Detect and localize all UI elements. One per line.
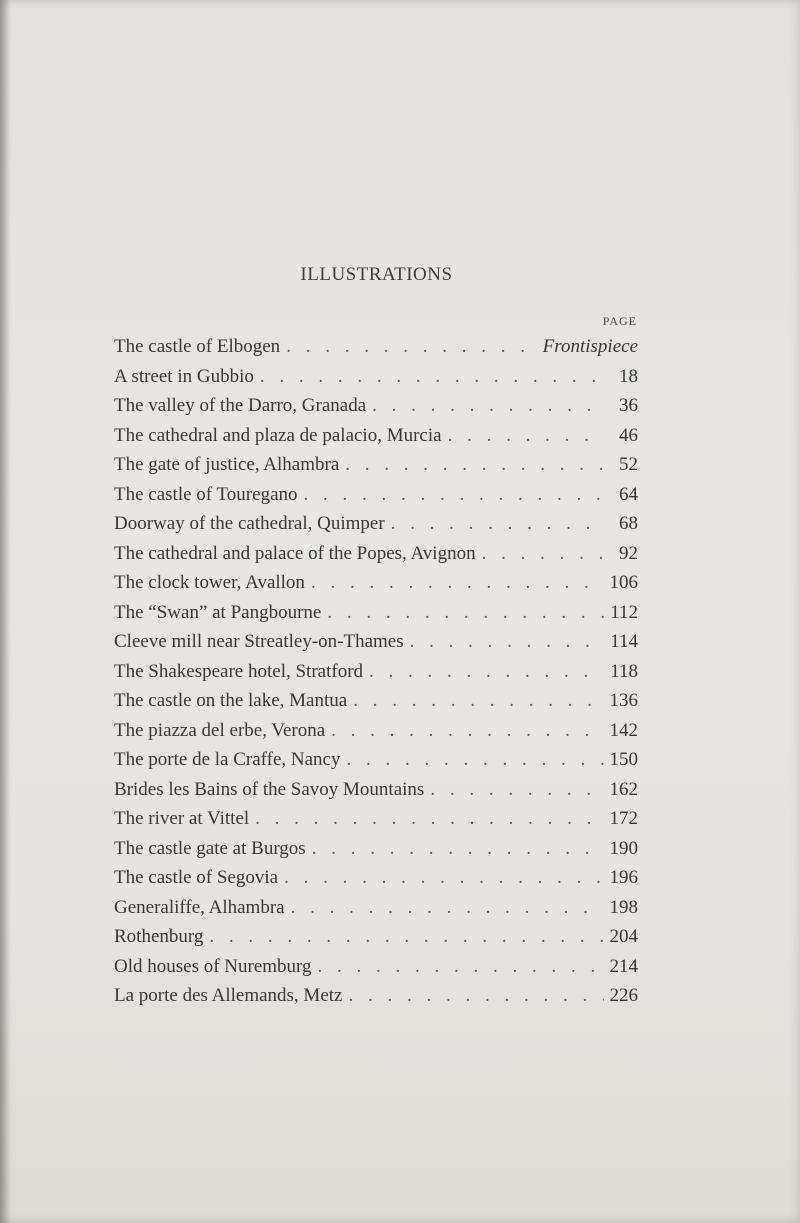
list-item bbox=[114, 897, 638, 927]
entry-page: 36 bbox=[619, 395, 638, 416]
dot-leader bbox=[482, 543, 604, 565]
list-item bbox=[114, 484, 638, 514]
dot-leader bbox=[410, 631, 604, 653]
entry-title: The porte de la Craffe, Nancy bbox=[114, 749, 341, 770]
entry-page: 142 bbox=[609, 719, 638, 741]
dot-leader bbox=[311, 572, 604, 594]
list-item bbox=[114, 425, 638, 455]
list-item bbox=[114, 631, 638, 661]
entry-title: The castle of Touregano bbox=[114, 483, 298, 505]
dot-leader bbox=[286, 336, 536, 358]
list-item bbox=[114, 543, 638, 573]
entry-page: 226 bbox=[609, 985, 638, 1006]
entry-title: The valley of the Darro, Granada bbox=[114, 395, 367, 416]
list-item bbox=[114, 838, 638, 868]
list-item bbox=[114, 454, 638, 484]
dot-leader bbox=[353, 690, 603, 712]
entry-page: 118 bbox=[610, 660, 638, 682]
entry-title: Cleeve mill near Streatley-on-Thames bbox=[114, 631, 404, 652]
dot-leader bbox=[255, 808, 603, 830]
entry-page: 18 bbox=[619, 365, 638, 387]
entry-title: Old houses of Nuremburg bbox=[114, 955, 312, 977]
entry-page: 150 bbox=[609, 749, 638, 770]
dot-leader bbox=[372, 395, 604, 417]
entry-title: The castle of Segovia bbox=[114, 867, 279, 888]
entry-title: The castle of Elbogen bbox=[114, 336, 281, 357]
page-column-label: PAGE bbox=[602, 314, 637, 328]
entry-title: The cathedral and plaza de palacio, Murcia bbox=[114, 424, 442, 446]
list-item bbox=[114, 572, 638, 602]
entry-page: 204 bbox=[609, 926, 638, 947]
dot-leader bbox=[348, 985, 603, 1007]
entry-page: 196 bbox=[609, 867, 638, 888]
list-item bbox=[114, 956, 638, 986]
entry-title: The piazza del erbe, Verona bbox=[114, 719, 326, 741]
entry-title: Rothenburg bbox=[114, 926, 204, 947]
entry-title: A street in Gubbio bbox=[114, 365, 254, 387]
list-item bbox=[114, 690, 638, 720]
entry-page: 112 bbox=[610, 601, 638, 623]
entry-page: 52 bbox=[619, 454, 638, 475]
entry-page: 190 bbox=[609, 837, 638, 859]
dot-leader bbox=[312, 838, 604, 860]
list-item bbox=[114, 867, 638, 897]
entry-title: Generaliffe, Alhambra bbox=[114, 896, 285, 918]
entry-page: 136 bbox=[609, 690, 638, 711]
list-item bbox=[114, 513, 638, 543]
entry-page: 172 bbox=[609, 808, 638, 829]
entry-page: 64 bbox=[619, 483, 638, 505]
entry-title: The gate of justice, Alhambra bbox=[114, 454, 340, 475]
entry-page: 68 bbox=[619, 513, 638, 534]
entry-title: La porte des Allemands, Metz bbox=[114, 985, 343, 1006]
entry-page: 114 bbox=[610, 631, 638, 652]
entry-page: 198 bbox=[609, 896, 638, 918]
entry-page: 92 bbox=[619, 542, 638, 564]
entry-title: The river at Vittel bbox=[114, 808, 250, 829]
entry-title: Brides les Bains of the Savoy Mountains bbox=[114, 778, 425, 800]
entry-page: 46 bbox=[619, 424, 638, 446]
list-item bbox=[114, 720, 638, 750]
dot-leader bbox=[209, 926, 603, 948]
list-item bbox=[114, 661, 638, 691]
list-item bbox=[114, 808, 638, 838]
entry-page: Frontispiece bbox=[542, 336, 638, 357]
entry-title: The “Swan” at Pangbourne bbox=[114, 601, 322, 623]
list-item bbox=[114, 366, 638, 396]
dot-leader bbox=[260, 366, 604, 388]
entry-page: 162 bbox=[609, 778, 638, 800]
dot-leader bbox=[327, 602, 604, 624]
dot-leader bbox=[391, 513, 604, 535]
entry-title: The cathedral and palace of the Popes, Avignon bbox=[114, 542, 476, 564]
dot-leader bbox=[284, 867, 603, 889]
dot-leader bbox=[331, 720, 603, 742]
list-item bbox=[114, 336, 638, 366]
list-item bbox=[114, 985, 638, 1015]
page-title: ILLUSTRATIONS bbox=[300, 264, 453, 285]
entry-title: The castle on the lake, Mantua bbox=[114, 690, 348, 711]
entry-title: The castle gate at Burgos bbox=[114, 837, 306, 859]
list-item bbox=[114, 779, 638, 809]
dot-leader bbox=[345, 454, 604, 476]
dot-leader bbox=[291, 897, 604, 919]
list-item bbox=[114, 395, 638, 425]
dot-leader bbox=[318, 956, 604, 978]
dot-leader bbox=[304, 484, 605, 506]
entry-page: 106 bbox=[609, 572, 638, 593]
list-item bbox=[114, 749, 638, 779]
dot-leader bbox=[369, 661, 604, 683]
list-item bbox=[114, 926, 638, 956]
dot-leader bbox=[430, 779, 603, 801]
list-item bbox=[114, 602, 638, 632]
illustrations-list bbox=[114, 336, 638, 1015]
spine-shadow bbox=[0, 0, 10, 1223]
entry-title: Doorway of the cathedral, Quimper bbox=[114, 513, 385, 534]
dot-leader bbox=[347, 749, 604, 771]
entry-title: The Shakespeare hotel, Stratford bbox=[114, 660, 364, 682]
dot-leader bbox=[448, 425, 604, 447]
entry-title: The clock tower, Avallon bbox=[114, 572, 305, 593]
entry-page: 214 bbox=[609, 955, 638, 977]
